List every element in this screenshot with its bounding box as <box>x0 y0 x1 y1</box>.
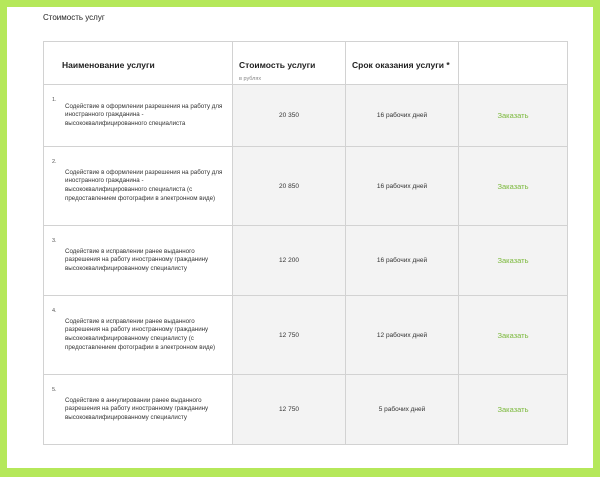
price-cell: 12 200 <box>233 226 346 296</box>
order-link[interactable]: Заказать <box>459 375 568 445</box>
service-name: Содействие в исправлении ранее выданного разрешения на работу иностранному гражданину высококвалифицированному специалисту (с предоставлением фотографии в электронном виде) <box>65 317 216 351</box>
order-link[interactable]: Заказать <box>459 85 568 147</box>
service-name: Содействие в оформлении разрешения на работу для иностранного гражданина - высококвалифицированного специалиста <box>65 102 223 127</box>
service-name: Содействие в исправлении ранее выданного разрешения на работу иностранному гражданину высококвалифицированному специалисту <box>65 247 209 272</box>
table-row <box>44 226 568 296</box>
header-service-name-label: Наименование услуги <box>62 60 155 70</box>
table-row <box>44 375 568 445</box>
table-row <box>44 85 568 147</box>
term-cell: 5 рабочих дней <box>346 375 459 445</box>
page-title: Стоимость услуг <box>43 13 105 22</box>
service-name-cell <box>44 375 233 445</box>
row-number: 4. <box>52 308 57 314</box>
header-term-label: Срок оказания услуги * <box>352 60 450 70</box>
term-cell: 16 рабочих дней <box>346 85 459 147</box>
header-term <box>346 42 459 85</box>
header-price-label: Стоимость услуги <box>239 60 316 70</box>
price-cell: 20 850 <box>233 147 346 226</box>
header-service-name <box>44 42 233 85</box>
service-name-cell <box>44 296 233 375</box>
service-name-cell <box>44 226 233 296</box>
header-action <box>459 42 568 85</box>
header-price-unit: в рублях <box>239 76 262 82</box>
service-name-cell <box>44 85 233 147</box>
services-table <box>43 41 568 445</box>
table-row <box>44 296 568 375</box>
order-link[interactable]: Заказать <box>459 147 568 226</box>
service-name: Содействие в аннулировании ранее выданного разрешения на работу иностранному гражданину высококвалифицированному специалисту <box>65 396 209 421</box>
price-cell: 12 750 <box>233 296 346 375</box>
order-link[interactable]: Заказать <box>459 296 568 375</box>
row-number: 1. <box>52 96 57 103</box>
price-cell: 20 350 <box>233 85 346 147</box>
term-cell: 16 рабочих дней <box>346 147 459 226</box>
order-link[interactable]: Заказать <box>459 226 568 296</box>
row-number: 5. <box>52 386 57 393</box>
header-price <box>233 42 346 85</box>
row-number: 2. <box>52 159 57 165</box>
term-cell: 12 рабочих дней <box>346 296 459 375</box>
table-header-row <box>44 42 568 85</box>
service-name: Содействие в оформлении разрешения на работу для иностранного гражданина - высококвалифицированного специалиста (с предоставлением фотографии в электронном виде) <box>65 168 223 202</box>
price-cell: 12 750 <box>233 375 346 445</box>
service-name-cell <box>44 147 233 226</box>
row-number: 3. <box>52 237 57 244</box>
table-row <box>44 147 568 226</box>
term-cell: 16 рабочих дней <box>346 226 459 296</box>
